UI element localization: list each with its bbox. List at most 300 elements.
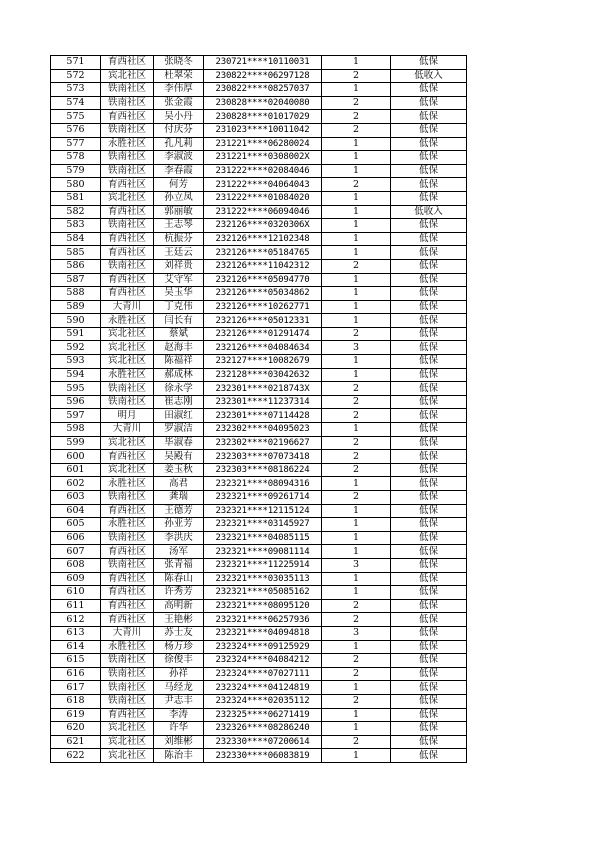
community-cell: 永胜社区 <box>101 477 154 491</box>
assistance-type-cell: 低保 <box>391 572 467 586</box>
id-number-cell: 232324****09125929 <box>204 640 322 654</box>
community-cell: 育西社区 <box>101 586 154 600</box>
row-number-cell: 590 <box>51 314 101 328</box>
assistance-type-cell: 低保 <box>391 518 467 532</box>
community-cell: 育西社区 <box>101 504 154 518</box>
row-number-cell: 601 <box>51 463 101 477</box>
table-row <box>51 531 467 545</box>
row-number-cell: 614 <box>51 640 101 654</box>
name-cell: 吴玉华 <box>154 287 204 301</box>
row-number-cell: 584 <box>51 232 101 246</box>
row-number-cell: 591 <box>51 327 101 341</box>
community-cell: 育西社区 <box>101 205 154 219</box>
name-cell: 高君 <box>154 477 204 491</box>
table-row <box>51 355 467 369</box>
row-number-cell: 604 <box>51 504 101 518</box>
row-number-cell: 581 <box>51 191 101 205</box>
name-cell: 闫长有 <box>154 314 204 328</box>
community-cell: 铁南社区 <box>101 164 154 178</box>
community-cell: 育西社区 <box>101 110 154 124</box>
household-count-cell: 3 <box>322 558 391 572</box>
household-count-cell: 2 <box>322 654 391 668</box>
table-row <box>51 382 467 396</box>
assistance-type-cell: 低保 <box>391 654 467 668</box>
household-count-cell: 1 <box>322 504 391 518</box>
table-row <box>51 681 467 695</box>
row-number-cell: 602 <box>51 477 101 491</box>
name-cell: 姜玉秋 <box>154 463 204 477</box>
community-cell: 育西社区 <box>101 246 154 260</box>
assistance-type-cell: 低保 <box>391 164 467 178</box>
household-count-cell: 2 <box>322 735 391 749</box>
name-cell: 李淑波 <box>154 151 204 165</box>
name-cell: 陈治丰 <box>154 749 204 763</box>
assistance-type-cell: 低保 <box>391 191 467 205</box>
name-cell: 崔志刚 <box>154 395 204 409</box>
community-cell: 育西社区 <box>101 287 154 301</box>
name-cell: 吴殿有 <box>154 450 204 464</box>
row-number-cell: 594 <box>51 368 101 382</box>
household-count-cell: 1 <box>322 232 391 246</box>
row-number-cell: 592 <box>51 341 101 355</box>
community-cell: 永胜社区 <box>101 137 154 151</box>
row-number-cell: 622 <box>51 749 101 763</box>
row-number-cell: 577 <box>51 137 101 151</box>
row-number-cell: 599 <box>51 436 101 450</box>
id-number-cell: 232126****11042312 <box>204 259 322 273</box>
table-row <box>51 300 467 314</box>
community-cell: 铁南社区 <box>101 151 154 165</box>
name-cell: 张晓冬 <box>154 56 204 70</box>
table-row <box>51 708 467 722</box>
household-count-cell: 1 <box>322 56 391 70</box>
household-count-cell: 2 <box>322 463 391 477</box>
table-row <box>51 273 467 287</box>
row-number-cell: 615 <box>51 654 101 668</box>
name-cell: 陈福祥 <box>154 355 204 369</box>
name-cell: 郭丽敏 <box>154 205 204 219</box>
id-number-cell: 232324****04084212 <box>204 654 322 668</box>
community-cell: 永胜社区 <box>101 518 154 532</box>
household-count-cell: 1 <box>322 368 391 382</box>
name-cell: 孔凡莉 <box>154 137 204 151</box>
community-cell: 铁南社区 <box>101 531 154 545</box>
table-row <box>51 491 467 505</box>
household-count-cell: 1 <box>322 191 391 205</box>
assistance-type-cell: 低保 <box>391 259 467 273</box>
table-row <box>51 164 467 178</box>
household-count-cell: 1 <box>322 518 391 532</box>
assistance-type-cell: 低收入 <box>391 205 467 219</box>
row-number-cell: 621 <box>51 735 101 749</box>
household-count-cell: 1 <box>322 749 391 763</box>
assistance-type-cell: 低保 <box>391 599 467 613</box>
household-count-cell: 1 <box>322 681 391 695</box>
name-cell: 田淑红 <box>154 409 204 423</box>
row-number-cell: 611 <box>51 599 101 613</box>
household-count-cell: 1 <box>322 708 391 722</box>
id-number-cell: 232321****09081114 <box>204 545 322 559</box>
community-cell: 育西社区 <box>101 708 154 722</box>
community-cell: 宾北社区 <box>101 327 154 341</box>
id-number-cell: 232321****09261714 <box>204 491 322 505</box>
table-row <box>51 110 467 124</box>
row-number-cell: 572 <box>51 69 101 83</box>
name-cell: 毕淑春 <box>154 436 204 450</box>
community-cell: 宾北社区 <box>101 749 154 763</box>
name-cell: 吴小丹 <box>154 110 204 124</box>
community-cell: 宾北社区 <box>101 355 154 369</box>
row-number-cell: 605 <box>51 518 101 532</box>
community-cell: 铁南社区 <box>101 681 154 695</box>
id-number-cell: 232128****03042632 <box>204 368 322 382</box>
assistance-type-cell: 低保 <box>391 368 467 382</box>
table-row <box>51 69 467 83</box>
id-number-cell: 232126****05034862 <box>204 287 322 301</box>
name-cell: 丁克伟 <box>154 300 204 314</box>
table-row <box>51 137 467 151</box>
household-count-cell: 1 <box>322 219 391 233</box>
table-row <box>51 83 467 97</box>
household-count-cell: 2 <box>322 382 391 396</box>
community-cell: 宾北社区 <box>101 341 154 355</box>
row-number-cell: 585 <box>51 246 101 260</box>
assistance-type-cell: 低保 <box>391 545 467 559</box>
row-number-cell: 596 <box>51 395 101 409</box>
name-cell: 王艳彬 <box>154 613 204 627</box>
community-cell: 育西社区 <box>101 273 154 287</box>
assistance-type-cell: 低保 <box>391 123 467 137</box>
table-row <box>51 314 467 328</box>
assistance-type-cell: 低保 <box>391 83 467 97</box>
id-number-cell: 232301****11237314 <box>204 395 322 409</box>
row-number-cell: 588 <box>51 287 101 301</box>
row-number-cell: 598 <box>51 423 101 437</box>
table-row <box>51 246 467 260</box>
assistance-type-cell: 低保 <box>391 300 467 314</box>
row-number-cell: 582 <box>51 205 101 219</box>
table-row <box>51 463 467 477</box>
household-count-cell: 3 <box>322 341 391 355</box>
table-body <box>51 56 467 763</box>
household-count-cell: 1 <box>322 423 391 437</box>
household-count-cell: 1 <box>322 300 391 314</box>
name-cell: 苏士友 <box>154 626 204 640</box>
id-number-cell: 232326****08286240 <box>204 722 322 736</box>
name-cell: 蔡斌 <box>154 327 204 341</box>
household-count-cell: 1 <box>322 640 391 654</box>
table-row <box>51 341 467 355</box>
id-number-cell: 231023****10011042 <box>204 123 322 137</box>
id-number-cell: 232126****12102348 <box>204 232 322 246</box>
community-cell: 铁南社区 <box>101 123 154 137</box>
id-number-cell: 232321****08094316 <box>204 477 322 491</box>
id-number-cell: 231222****06094046 <box>204 205 322 219</box>
name-cell: 杜翠荣 <box>154 69 204 83</box>
household-count-cell: 1 <box>322 287 391 301</box>
community-cell: 育西社区 <box>101 232 154 246</box>
name-cell: 艾守军 <box>154 273 204 287</box>
name-cell: 张金霞 <box>154 96 204 110</box>
assistance-type-cell: 低保 <box>391 395 467 409</box>
table-row <box>51 450 467 464</box>
assistance-type-cell: 低保 <box>391 287 467 301</box>
name-cell: 李伟厚 <box>154 83 204 97</box>
name-cell: 李涛 <box>154 708 204 722</box>
table-row <box>51 191 467 205</box>
community-cell: 永胜社区 <box>101 640 154 654</box>
id-number-cell: 232321****12115124 <box>204 504 322 518</box>
community-cell: 大青川 <box>101 626 154 640</box>
table-row <box>51 722 467 736</box>
id-number-cell: 230822****08257037 <box>204 83 322 97</box>
row-number-cell: 586 <box>51 259 101 273</box>
table-row <box>51 667 467 681</box>
assistance-type-cell: 低保 <box>391 504 467 518</box>
community-cell: 铁南社区 <box>101 83 154 97</box>
row-number-cell: 583 <box>51 219 101 233</box>
table-row <box>51 626 467 640</box>
name-cell: 刘维彬 <box>154 735 204 749</box>
community-cell: 育西社区 <box>101 56 154 70</box>
household-count-cell: 2 <box>322 409 391 423</box>
assistance-type-cell: 低保 <box>391 667 467 681</box>
assistance-type-cell: 低保 <box>391 477 467 491</box>
table-row <box>51 232 467 246</box>
household-count-cell: 1 <box>322 137 391 151</box>
assistance-type-cell: 低保 <box>391 246 467 260</box>
community-cell: 铁南社区 <box>101 382 154 396</box>
assistance-type-cell: 低保 <box>391 450 467 464</box>
table-row <box>51 395 467 409</box>
household-count-cell: 2 <box>322 450 391 464</box>
assistance-type-cell: 低保 <box>391 273 467 287</box>
community-cell: 铁南社区 <box>101 654 154 668</box>
row-number-cell: 603 <box>51 491 101 505</box>
name-cell: 李洪庆 <box>154 531 204 545</box>
name-cell: 许秀芳 <box>154 586 204 600</box>
name-cell: 汤军 <box>154 545 204 559</box>
row-number-cell: 571 <box>51 56 101 70</box>
assistance-type-cell: 低保 <box>391 151 467 165</box>
assistance-type-cell: 低保 <box>391 708 467 722</box>
name-cell: 张青福 <box>154 558 204 572</box>
id-number-cell: 232324****04124819 <box>204 681 322 695</box>
assistance-type-cell: 低保 <box>391 640 467 654</box>
name-cell: 王志琴 <box>154 219 204 233</box>
row-number-cell: 589 <box>51 300 101 314</box>
table-row <box>51 409 467 423</box>
assistance-roster-table <box>50 55 467 763</box>
row-number-cell: 606 <box>51 531 101 545</box>
community-cell: 育西社区 <box>101 545 154 559</box>
id-number-cell: 232302****04095023 <box>204 423 322 437</box>
assistance-type-cell: 低保 <box>391 694 467 708</box>
id-number-cell: 232321****06257936 <box>204 613 322 627</box>
table-row <box>51 694 467 708</box>
community-cell: 铁南社区 <box>101 259 154 273</box>
household-count-cell: 1 <box>322 164 391 178</box>
household-count-cell: 1 <box>322 83 391 97</box>
assistance-type-cell: 低保 <box>391 56 467 70</box>
row-number-cell: 612 <box>51 613 101 627</box>
assistance-type-cell: 低保 <box>391 681 467 695</box>
table-row <box>51 735 467 749</box>
name-cell: 杭振芬 <box>154 232 204 246</box>
table-row <box>51 504 467 518</box>
id-number-cell: 232321****03145927 <box>204 518 322 532</box>
table-row <box>51 96 467 110</box>
id-number-cell: 232126****01291474 <box>204 327 322 341</box>
table-row <box>51 368 467 382</box>
name-cell: 王德芳 <box>154 504 204 518</box>
id-number-cell: 232303****08186224 <box>204 463 322 477</box>
assistance-type-cell: 低保 <box>391 749 467 763</box>
household-count-cell: 2 <box>322 491 391 505</box>
id-number-cell: 231222****02084046 <box>204 164 322 178</box>
id-number-cell: 231222****01084020 <box>204 191 322 205</box>
name-cell: 龚瑞 <box>154 491 204 505</box>
table-row <box>51 572 467 586</box>
table-row <box>51 56 467 70</box>
community-cell: 永胜社区 <box>101 368 154 382</box>
name-cell: 李春霞 <box>154 164 204 178</box>
community-cell: 铁南社区 <box>101 558 154 572</box>
household-count-cell: 1 <box>322 572 391 586</box>
assistance-type-cell: 低保 <box>391 586 467 600</box>
community-cell: 宾北社区 <box>101 191 154 205</box>
table-row <box>51 599 467 613</box>
row-number-cell: 617 <box>51 681 101 695</box>
table-row <box>51 558 467 572</box>
assistance-type-cell: 低保 <box>391 341 467 355</box>
id-number-cell: 232303****07073418 <box>204 450 322 464</box>
name-cell: 郝成林 <box>154 368 204 382</box>
household-count-cell: 2 <box>322 178 391 192</box>
id-number-cell: 231221****0308002X <box>204 151 322 165</box>
table-row <box>51 151 467 165</box>
id-number-cell: 232126****10262771 <box>204 300 322 314</box>
table-row <box>51 477 467 491</box>
community-cell: 铁南社区 <box>101 96 154 110</box>
table-row <box>51 749 467 763</box>
table-row <box>51 205 467 219</box>
row-number-cell: 620 <box>51 722 101 736</box>
row-number-cell: 600 <box>51 450 101 464</box>
assistance-type-cell: 低保 <box>391 463 467 477</box>
table-row <box>51 123 467 137</box>
name-cell: 杨万珍 <box>154 640 204 654</box>
id-number-cell: 232301****0218743X <box>204 382 322 396</box>
household-count-cell: 2 <box>322 96 391 110</box>
row-number-cell: 575 <box>51 110 101 124</box>
community-cell: 铁南社区 <box>101 491 154 505</box>
assistance-type-cell: 低保 <box>391 232 467 246</box>
row-number-cell: 618 <box>51 694 101 708</box>
table-row <box>51 613 467 627</box>
id-number-cell: 232321****03035113 <box>204 572 322 586</box>
name-cell: 许华 <box>154 722 204 736</box>
community-cell: 宾北社区 <box>101 436 154 450</box>
row-number-cell: 580 <box>51 178 101 192</box>
id-number-cell: 232330****06083819 <box>204 749 322 763</box>
community-cell: 大青川 <box>101 300 154 314</box>
id-number-cell: 231221****06280024 <box>204 137 322 151</box>
id-number-cell: 232302****02196627 <box>204 436 322 450</box>
id-number-cell: 232325****06271419 <box>204 708 322 722</box>
household-count-cell: 1 <box>322 151 391 165</box>
community-cell: 育西社区 <box>101 599 154 613</box>
assistance-type-cell: 低保 <box>391 491 467 505</box>
community-cell: 育西社区 <box>101 450 154 464</box>
table-row <box>51 178 467 192</box>
community-cell: 大青川 <box>101 423 154 437</box>
assistance-type-cell: 低保 <box>391 531 467 545</box>
assistance-type-cell: 低保 <box>391 96 467 110</box>
community-cell: 明月 <box>101 409 154 423</box>
assistance-type-cell: 低保 <box>391 558 467 572</box>
id-number-cell: 230828****02040080 <box>204 96 322 110</box>
row-number-cell: 597 <box>51 409 101 423</box>
household-count-cell: 1 <box>322 722 391 736</box>
name-cell: 徐永学 <box>154 382 204 396</box>
row-number-cell: 619 <box>51 708 101 722</box>
assistance-type-cell: 低保 <box>391 178 467 192</box>
id-number-cell: 232324****02035112 <box>204 694 322 708</box>
table-row <box>51 327 467 341</box>
row-number-cell: 587 <box>51 273 101 287</box>
assistance-type-cell: 低保 <box>391 219 467 233</box>
name-cell: 徐俊丰 <box>154 654 204 668</box>
name-cell: 罗淑洁 <box>154 423 204 437</box>
name-cell: 马经龙 <box>154 681 204 695</box>
id-number-cell: 232126****05012331 <box>204 314 322 328</box>
name-cell: 刘祥贵 <box>154 259 204 273</box>
row-number-cell: 595 <box>51 382 101 396</box>
row-number-cell: 579 <box>51 164 101 178</box>
assistance-type-cell: 低保 <box>391 735 467 749</box>
name-cell: 王廷云 <box>154 246 204 260</box>
row-number-cell: 578 <box>51 151 101 165</box>
assistance-type-cell: 低保 <box>391 423 467 437</box>
row-number-cell: 607 <box>51 545 101 559</box>
id-number-cell: 232324****07027111 <box>204 667 322 681</box>
household-count-cell: 1 <box>322 586 391 600</box>
name-cell: 高明新 <box>154 599 204 613</box>
assistance-type-cell: 低保 <box>391 722 467 736</box>
household-count-cell: 1 <box>322 273 391 287</box>
community-cell: 宾北社区 <box>101 735 154 749</box>
assistance-type-cell: 低保 <box>391 314 467 328</box>
table-row <box>51 219 467 233</box>
id-number-cell: 231222****04064043 <box>204 178 322 192</box>
id-number-cell: 232321****04094818 <box>204 626 322 640</box>
id-number-cell: 230828****01017029 <box>204 110 322 124</box>
id-number-cell: 232301****07114428 <box>204 409 322 423</box>
household-count-cell: 2 <box>322 327 391 341</box>
id-number-cell: 232126****04084634 <box>204 341 322 355</box>
assistance-type-cell: 低保 <box>391 409 467 423</box>
assistance-type-cell: 低收入 <box>391 69 467 83</box>
household-count-cell: 1 <box>322 477 391 491</box>
id-number-cell: 232330****07200614 <box>204 735 322 749</box>
table-row <box>51 423 467 437</box>
row-number-cell: 616 <box>51 667 101 681</box>
row-number-cell: 573 <box>51 83 101 97</box>
community-cell: 宾北社区 <box>101 69 154 83</box>
assistance-type-cell: 低保 <box>391 355 467 369</box>
household-count-cell: 1 <box>322 531 391 545</box>
